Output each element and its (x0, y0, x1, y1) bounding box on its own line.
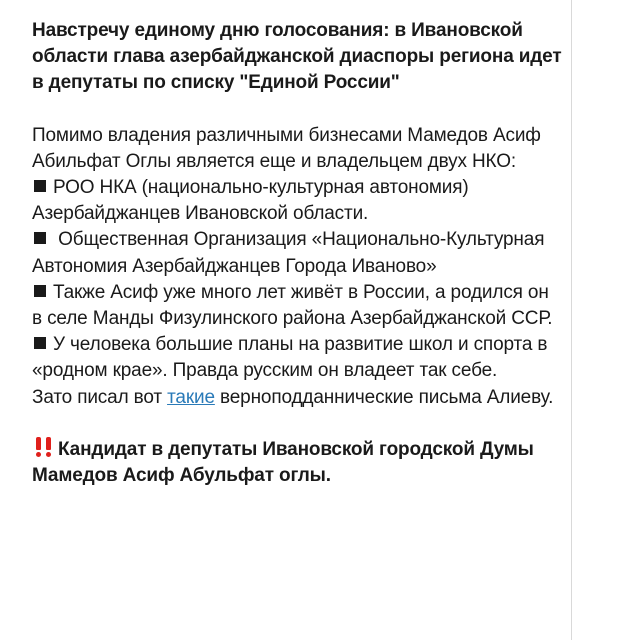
letters-link[interactable]: такие (167, 386, 215, 408)
list-item (32, 227, 562, 279)
list-item (32, 280, 562, 332)
intro-text: Помимо владения различными бизнесами Мамедов Асиф Абильфат Оглы является еще и владельцем двух НКО: (32, 124, 541, 172)
list-item-text: Общественная Организация «Национально-Культурная Автономия Азербайджанцев Города Иваново» (32, 229, 545, 277)
list-item (32, 175, 562, 227)
letters-suffix: верноподданнические письма Алиеву. (214, 386, 554, 408)
letters-prefix: Зато писал вот (32, 386, 168, 408)
list-item-text: У человека большие планы на развитие школ и спорта в «родном крае». Правда русским он владеет так себе. (32, 334, 548, 382)
letters-line (32, 385, 562, 411)
black-small-square-icon (34, 232, 46, 244)
black-small-square-icon (34, 337, 46, 349)
double-exclamation-icon (32, 437, 56, 457)
paragraph-spacer (32, 411, 562, 437)
alert-line (32, 437, 562, 489)
black-small-square-icon (34, 180, 46, 192)
alert-text: Кандидат в депутаты Ивановской городской Думы Мамедов Асиф Абульфат оглы. (32, 438, 534, 487)
post-body (32, 18, 562, 489)
black-small-square-icon (34, 285, 46, 297)
post-headline: Навстречу единому дню голосования: в Ивановской области глава азербайджанской диаспоры региона идет в депутаты по списку "Единой России" (32, 20, 562, 94)
paragraph-spacer (32, 97, 562, 123)
list-item (32, 332, 562, 384)
list-item-text: РОО НКА (национально-культурная автономия) Азербайджанцев Ивановской области. (32, 177, 469, 225)
list-item-text: Также Асиф уже много лет живёт в России, а родился он в селе Манды Физулинского района Азербайджанской ССР. (32, 281, 553, 330)
